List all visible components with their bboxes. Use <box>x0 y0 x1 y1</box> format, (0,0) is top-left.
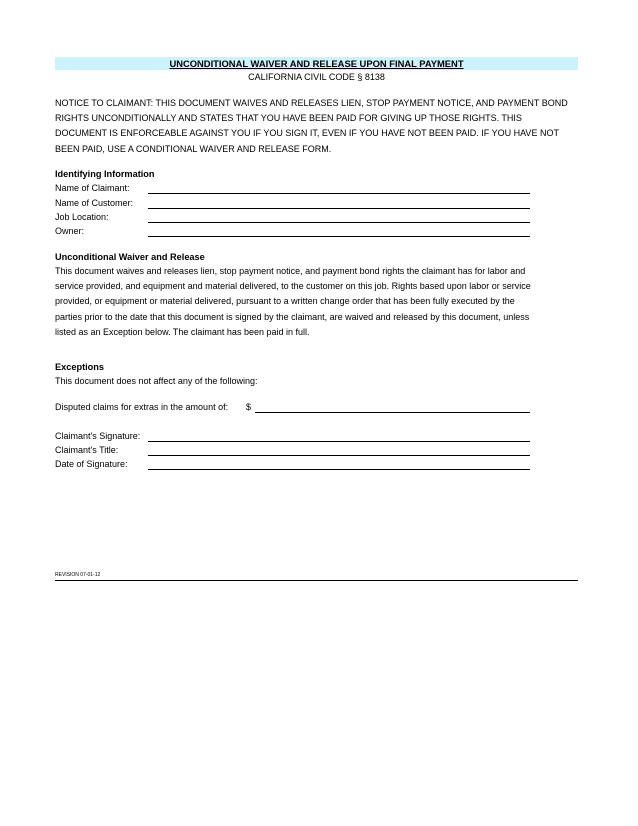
waiver-line: listed as an Exception below. The claimant has been paid in full. <box>55 326 310 337</box>
disputed-claims-label: Disputed claims for extras in the amount of: <box>55 402 229 412</box>
customer-name-label: Name of Customer: <box>55 198 134 208</box>
currency-symbol: $ <box>246 402 252 412</box>
claimant-title-field[interactable] <box>148 455 530 456</box>
exceptions-intro: This document does not affect any of the following: <box>55 376 258 386</box>
identifying-information-heading: Identifying Information <box>55 169 155 179</box>
waiver-release-heading: Unconditional Waiver and Release <box>55 252 205 262</box>
revision-note: REVISION 07-01-12 <box>55 572 101 578</box>
notice-line: DOCUMENT IS ENFORCEABLE AGAINST YOU IF YOU SIGN IT, EVEN IF YOU HAVE NOT BEEN PAID. IF YOU HAVE NOT <box>55 128 559 139</box>
notice-line: NOTICE TO CLAIMANT: THIS DOCUMENT WAIVES AND RELEASES LIEN, STOP PAYMENT NOTICE, AND PAYMENT BOND <box>55 98 568 108</box>
claimant-name-field[interactable] <box>148 193 530 194</box>
waiver-line: provided, or equipment or material delivered, pursuant to a written change order that has been fully executed by the <box>55 296 515 307</box>
claimant-signature-field[interactable] <box>148 441 530 442</box>
job-location-label: Job Location: <box>55 212 109 222</box>
claimant-signature-label: Claimant's Signature: <box>55 431 141 441</box>
signature-date-label: Date of Signature: <box>55 459 128 469</box>
notice-line: BEEN PAID, USE A CONDITIONAL WAIVER AND RELEASE FORM. <box>55 143 332 154</box>
claimant-name-label: Name of Claimant: <box>55 183 130 193</box>
document-title: UNCONDITIONAL WAIVER AND RELEASE UPON FINAL PAYMENT <box>169 58 464 69</box>
owner-field[interactable] <box>148 236 530 237</box>
footer-divider <box>55 580 578 581</box>
document-subtitle: CALIFORNIA CIVIL CODE § 8138 <box>248 72 385 82</box>
waiver-line: parties prior to the date that this document is signed by the claimant, are waived and released by this document, unless <box>55 311 530 322</box>
claimant-title-label: Claimant's Title: <box>55 445 119 455</box>
waiver-line: service provided, and equipment and material delivered, to the customer on this job. Rights based upon labor or service <box>55 281 531 292</box>
exceptions-heading: Exceptions <box>55 362 105 372</box>
job-location-field[interactable] <box>148 222 530 223</box>
disputed-amount-field[interactable] <box>255 412 530 413</box>
notice-line: RIGHTS UNCONDITIONALLY AND STATES THAT YOU HAVE BEEN PAID FOR GIVING UP THOSE RIGHTS. THIS <box>55 113 522 124</box>
notice-to-claimant <box>55 96 583 157</box>
owner-label: Owner: <box>55 226 85 236</box>
customer-name-field[interactable] <box>148 208 530 209</box>
waiver-line: This document waives and releases lien, stop payment notice, and payment bond rights the claimant has for labor and <box>55 266 526 276</box>
signature-date-field[interactable] <box>148 469 530 470</box>
waiver-release-text <box>55 264 583 340</box>
